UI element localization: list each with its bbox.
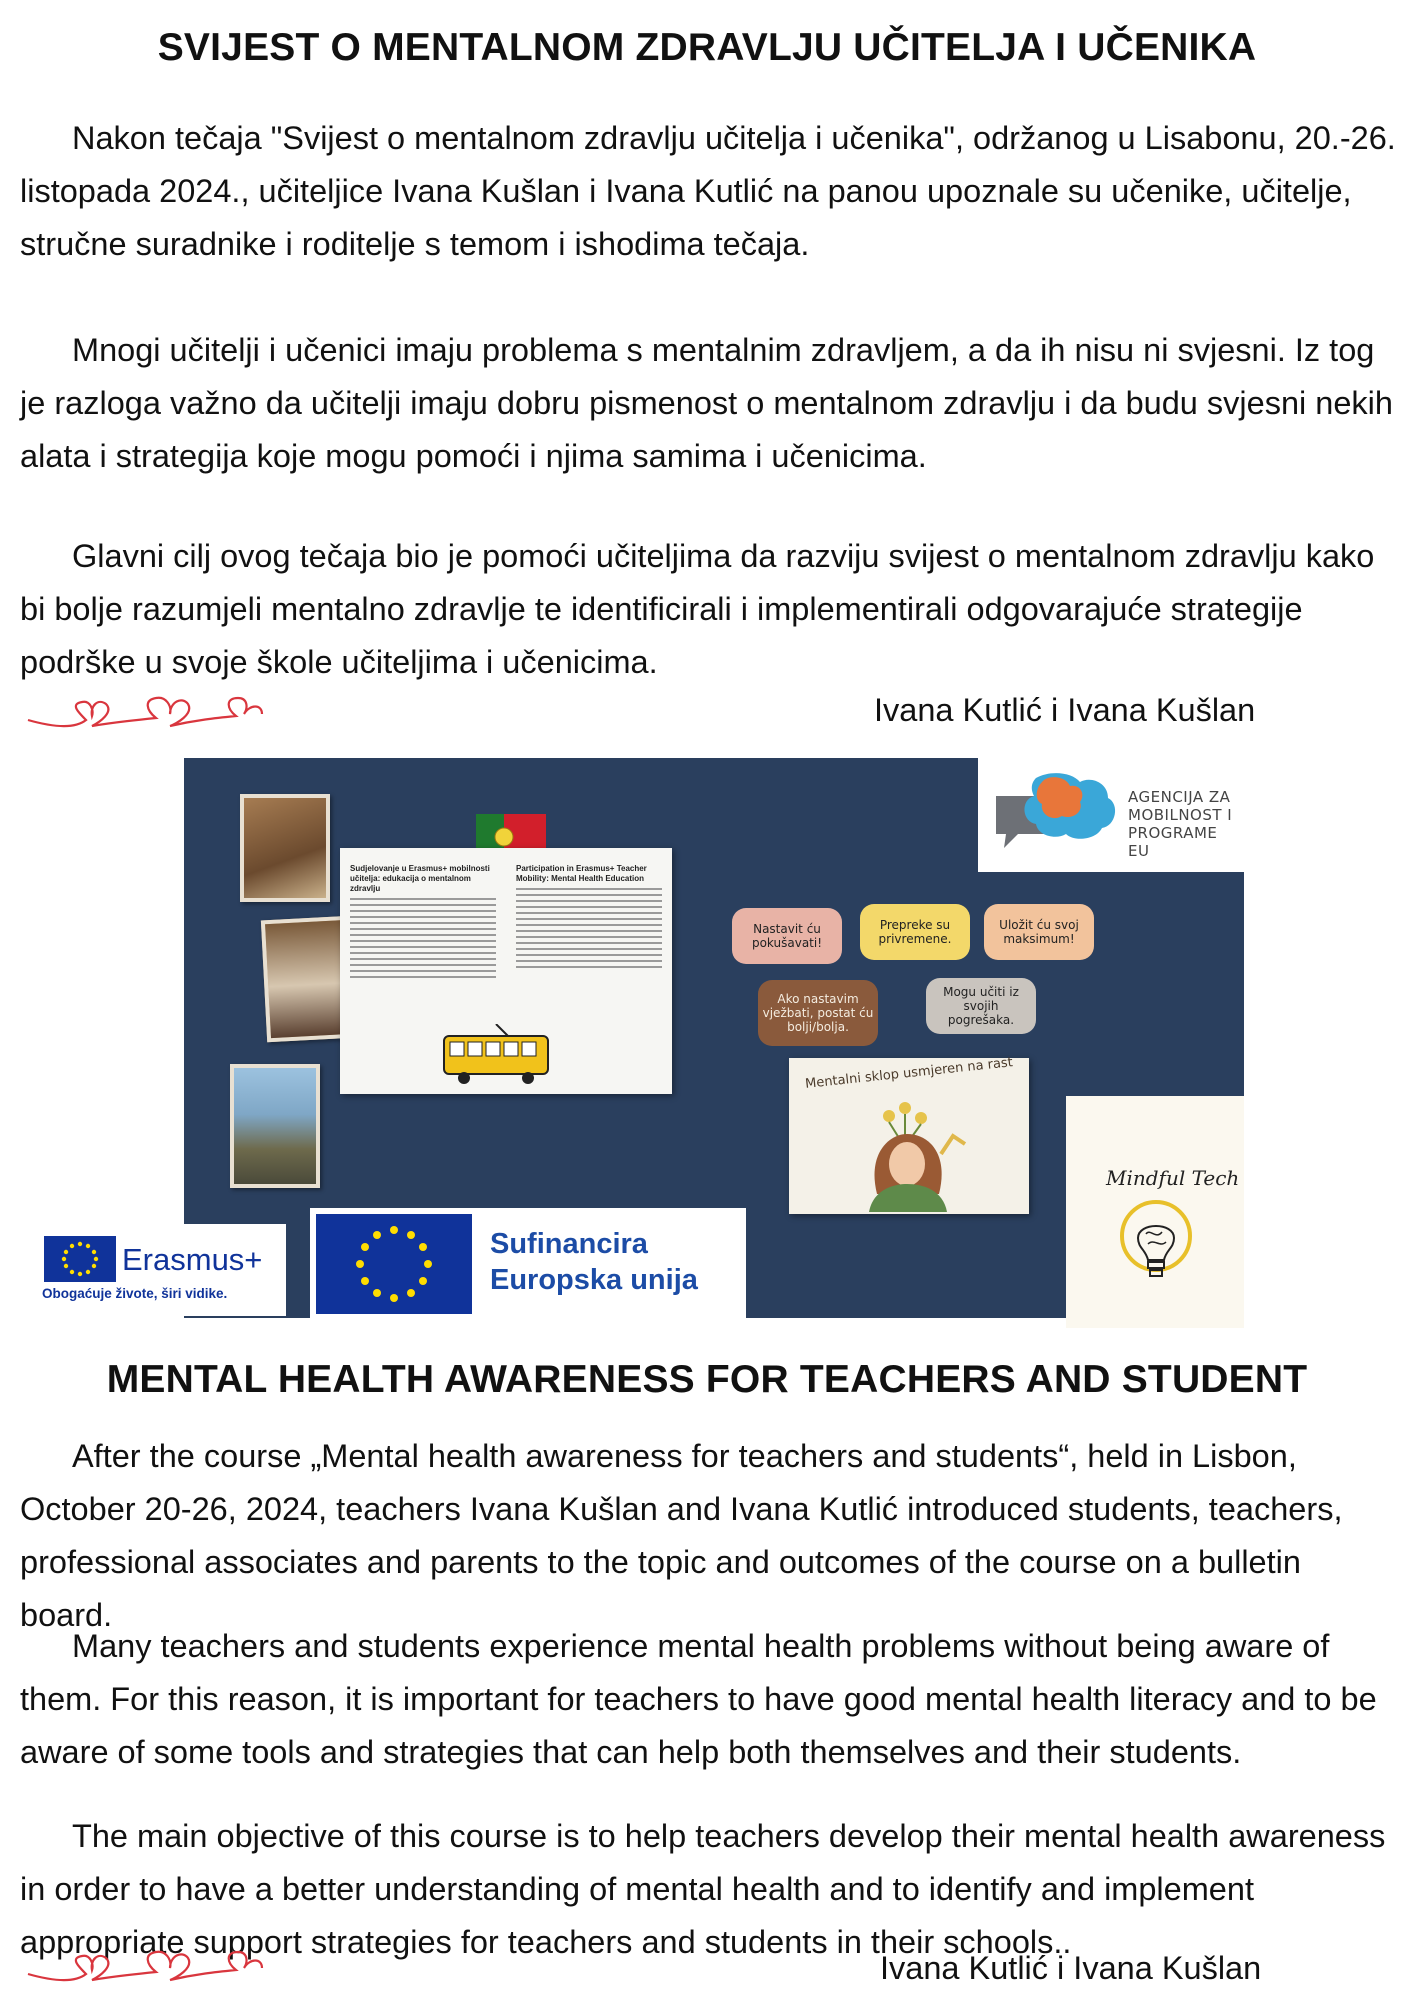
erasmus-wordmark: Erasmus+	[122, 1242, 263, 1277]
cofunded-text: Sufinancira Europska unija	[490, 1228, 698, 1296]
note-obstacles-temporary: Prepreke su privremene.	[860, 904, 970, 960]
growth-girl-icon	[849, 1094, 969, 1212]
erasmus-plus-logo	[36, 1224, 286, 1316]
agency-speech-bubbles-icon	[990, 768, 1122, 860]
mindful-tech-wordmark: Mindful Tech	[1106, 1166, 1240, 1190]
hr-signature: Ivana Kutlić i Ivana Kušlan	[874, 692, 1256, 728]
hr-paragraph-2: Mnogi učitelji i učenici imaju problema s mentalnim zdravljem, a da ih nisu ni svjesni. Iz tog je razloga važno da učitelji imaju dobru pismenost o mentalnom zdravlju i da budu svjesni nekih alata i strategija koje mogu pomoći i njima samima i učenicima.	[20, 332, 1393, 474]
board-photo-1	[240, 794, 330, 902]
erasmus-tagline: Obogaćuje živote, širi vidike.	[42, 1286, 228, 1301]
poster-right-text	[516, 888, 662, 968]
note-keep-trying: Nastavit ću pokušavati!	[732, 908, 842, 964]
tram-icon	[436, 1024, 556, 1086]
en-paragraph-1: After the course „Mental health awareness for teachers and students“, held in Lisbon, October 20-26, 2024, teachers Ivana Kušlan and Ivana Kutlić introduced students, teachers, professional associates and parents to the topic and outcomes of the course on a bulletin board.	[20, 1438, 1343, 1633]
mindful-tech-logo	[1066, 1096, 1244, 1328]
en-signature: Ivana Kutlić i Ivana Kušlan	[880, 1950, 1262, 1986]
poster-right-title: Participation in Erasmus+ Teacher Mobility: Mental Health Education	[516, 864, 647, 883]
agency-logo	[978, 758, 1244, 872]
growth-mindset-card	[789, 1055, 1029, 1214]
hr-paragraph-1: Nakon tečaja "Svijest o mentalnom zdravlju učitelja i učenika", održanog u Lisabonu, 20.-26. listopada 2024., učiteljice Ivana Kušlan i Ivana Kutlić na panou upoznale su učenike, učitelje, stručne suradnike i roditelje s temom i ishodima tečaja.	[20, 120, 1396, 262]
lightbulb-brain-icon	[1116, 1198, 1196, 1298]
page-title-hr: SVIJEST O MENTALNOM ZDRAVLJU UČITELJA I UČENIKA	[157, 26, 1257, 69]
hearts-decoration-bottom	[26, 1944, 266, 1988]
note-my-best: Uložit ću svoj maksimum!	[984, 904, 1094, 960]
poster-left-title: Sudjelovanje u Erasmus+ mobilnosti učitelja: edukacija o mentalnom zdravlju	[350, 864, 490, 893]
eu-flag-icon	[44, 1236, 116, 1282]
note-keep-practicing: Ako nastavim vježbati, postat ću bolji/bolja.	[758, 980, 878, 1046]
card-caption: Mentalni sklop usmjeren na rast	[804, 1055, 1014, 1092]
note-learn-from-mistakes: Mogu učiti iz svojih pogrešaka.	[926, 978, 1036, 1034]
course-poster	[340, 848, 672, 1094]
hearts-decoration-top	[26, 690, 266, 734]
cofunded-eu-logo	[310, 1208, 746, 1320]
board-photo-3	[230, 1064, 320, 1188]
page-title-en: MENTAL HEALTH AWARENESS FOR TEACHERS AND STUDENT	[106, 1358, 1308, 1401]
en-paragraph-3: The main objective of this course is to help teachers develop their mental health awareness in order to have a better understanding of mental health and to identify and implement appropriate support strategies for teachers and students in their schools..	[20, 1818, 1386, 1960]
hr-paragraph-3: Glavni cilj ovog tečaja bio je pomoći učiteljima da razviju svijest o mentalnom zdravlju kako bi bolje razumjeli mentalno zdravlje te identificirali i implementirali odgovarajuće strategije podrške u svoje škole učiteljima i učenicima.	[20, 538, 1375, 680]
eu-flag-large-icon	[316, 1214, 472, 1314]
en-paragraph-2: Many teachers and students experience mental health problems without being aware of them. For this reason, it is important for teachers to have good mental health literacy and to be aware of some tools and strategies that can help both themselves and their students.	[20, 1628, 1377, 1770]
poster-left-text	[350, 898, 496, 978]
agency-name: AGENCIJA ZA MOBILNOST I PROGRAME EU	[1128, 788, 1233, 860]
